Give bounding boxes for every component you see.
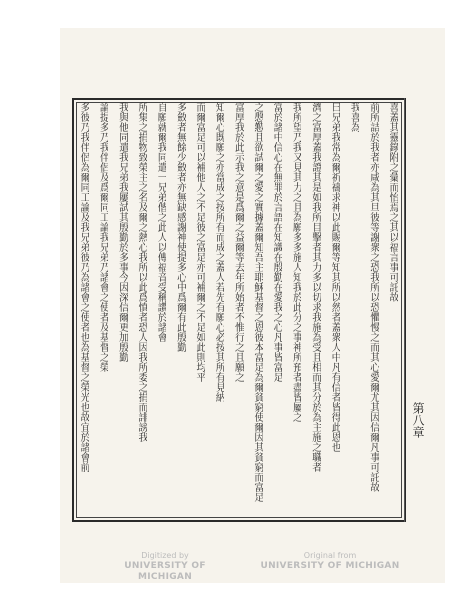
original-from-footer — [255, 550, 405, 572]
text-column: 論提多乃我伴侶及爲爾同工論我兄弟乃諸會之使者及基督之榮 — [97, 102, 109, 372]
text-column: 多彼乃我伴侶為爾同工論及我兄弟彼乃為諸會之使者也為基督之榮光也故宜於諸會前 — [78, 102, 89, 472]
text-column: 富厚我於此示我之意是爲爾之益爾等去年所始者不惟行之且願之 — [232, 102, 244, 382]
footer-left-line1: Digitized by — [141, 551, 189, 560]
footer-left-line2: UNIVERSITY OF MICHIGAN — [124, 561, 206, 582]
chapter-label: 第八章 — [411, 402, 425, 438]
text-column: 前所詰於我者亦咸為其旦彼等謝衆之恐我所以恐懼慢之而其心愛爾尤其因信爾凡事可託故 — [367, 102, 379, 492]
text-column: 所集之捐物致榮主之名及爾之熱心我所以此爲慎者恐人因我所委之捐而誹謗我 — [135, 102, 147, 442]
text-columns — [78, 102, 398, 514]
page-gutter — [404, 98, 427, 522]
text-column: 富於諸中信心在無罪於言語在知識在殷勤在愛我之心凡事皆富足 — [271, 102, 283, 382]
text-column: 多斂者無餘少斂者亦無缺感謝神使提多心中爲爾有此殷勤 — [174, 102, 186, 352]
text-column: 曰兄弟我常為爾祈禱求神以此賜爾等知其所以然者蓋衆人中凡有信者皆得此恩也 — [329, 102, 341, 452]
text-column: 我喜為 — [348, 102, 360, 132]
text-column: 我與他同遣我兄弟我屢試其殷勤於多事今因深信爾更加殷勤 — [116, 102, 128, 362]
text-column: 自願就爾我同遣一兄弟偕之此人以傳福音受稱讚於諸會 — [155, 102, 167, 342]
text-column: 之慇懃且欲試爾之愛之實據蓋爾知吾主耶穌基督之恩彼本富足為爾貧窮使爾因其貧窮而富足 — [251, 102, 263, 502]
text-column: 知爾心既願之亦當成之按所有而成之蓋人若先有願心必按其所有見納 — [213, 102, 225, 402]
footer-right-line1: Original from — [303, 551, 357, 560]
text-column: 喜蓋其靈錄附之彙而怡焉之其以福言事可託故 — [387, 102, 398, 302]
text-column: 濟之富厚蓋我證其是如我所目擊者其力多以切求我施為受且相而其分於為主施之職者 — [309, 102, 321, 472]
text-column: 而爾富足可以補他人之不足彼之富足亦可補爾之不足如此則均平 — [193, 102, 205, 382]
digitized-by-footer — [100, 550, 230, 583]
footer-right-line2: UNIVERSITY OF MICHIGAN — [260, 561, 400, 571]
text-column: 我所望乃我又見其力之且為願多多施人知我於此分之事神所預者盡皆屬之 — [290, 102, 302, 422]
